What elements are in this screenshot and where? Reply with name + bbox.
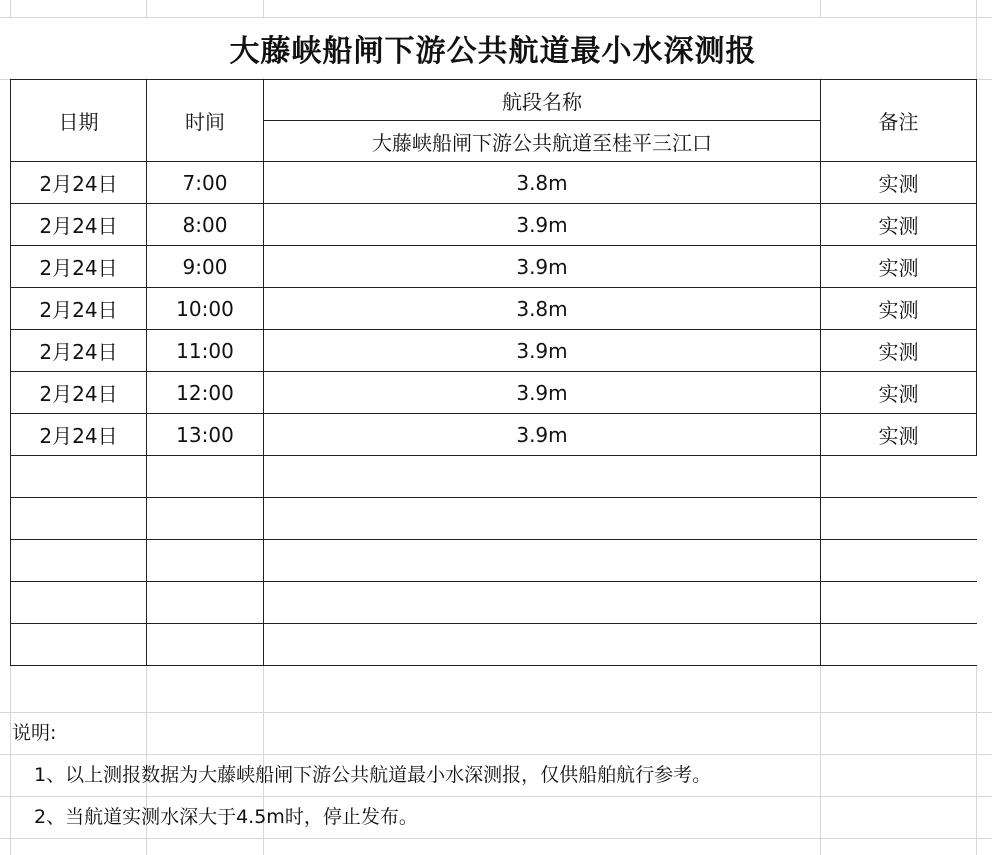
depth-report-table bbox=[10, 79, 977, 666]
cell-date[interactable]: 2月24日 bbox=[11, 372, 147, 414]
cell-date[interactable]: 2月24日 bbox=[11, 330, 147, 372]
cell-depth[interactable]: 3.9m bbox=[264, 330, 821, 372]
cell-time[interactable]: 8:00 bbox=[147, 204, 264, 246]
report-title: 大藤峡船闸下游公共航道最小水深测报 bbox=[10, 18, 976, 78]
cell-date[interactable] bbox=[11, 456, 147, 498]
cell-time[interactable]: 11:00 bbox=[147, 330, 264, 372]
cell-depth[interactable]: 3.8m bbox=[264, 162, 821, 204]
cell-time[interactable]: 12:00 bbox=[147, 372, 264, 414]
header-date[interactable]: 日期 bbox=[11, 80, 147, 162]
cell-remark[interactable] bbox=[821, 624, 977, 666]
cell-depth[interactable] bbox=[264, 456, 821, 498]
cell-time[interactable]: 13:00 bbox=[147, 414, 264, 456]
table-row-empty bbox=[11, 498, 977, 540]
cell-remark[interactable]: 实测 bbox=[821, 288, 977, 330]
cell-depth[interactable]: 3.9m bbox=[264, 372, 821, 414]
cell-remark[interactable] bbox=[821, 540, 977, 582]
cell-depth[interactable] bbox=[264, 498, 821, 540]
table-row-empty bbox=[11, 540, 977, 582]
header-time[interactable]: 时间 bbox=[147, 80, 264, 162]
table-row bbox=[11, 330, 977, 372]
table-header-row bbox=[11, 80, 977, 121]
table-row-empty bbox=[11, 456, 977, 498]
cell-date[interactable]: 2月24日 bbox=[11, 204, 147, 246]
cell-remark[interactable]: 实测 bbox=[821, 330, 977, 372]
cell-depth[interactable]: 3.8m bbox=[264, 288, 821, 330]
cell-date[interactable]: 2月24日 bbox=[11, 162, 147, 204]
cell-remark[interactable]: 实测 bbox=[821, 204, 977, 246]
cell-date[interactable] bbox=[11, 624, 147, 666]
table-row-empty bbox=[11, 582, 977, 624]
cell-time[interactable]: 10:00 bbox=[147, 288, 264, 330]
table-row-empty bbox=[11, 624, 977, 666]
cell-time[interactable] bbox=[147, 582, 264, 624]
note-item-1: 1、以上测报数据为大藤峡船闸下游公共航道最小水深测报，仅供船舶航行参考。 bbox=[34, 764, 712, 786]
cell-time[interactable]: 9:00 bbox=[147, 246, 264, 288]
table-row bbox=[11, 204, 977, 246]
table-row bbox=[11, 288, 977, 330]
cell-time[interactable] bbox=[147, 498, 264, 540]
cell-depth[interactable] bbox=[264, 540, 821, 582]
table-row bbox=[11, 162, 977, 204]
header-section-name[interactable]: 大藤峡船闸下游公共航道至桂平三江口 bbox=[264, 121, 821, 162]
notes-section bbox=[12, 712, 972, 838]
cell-date[interactable]: 2月24日 bbox=[11, 414, 147, 456]
cell-date[interactable] bbox=[11, 498, 147, 540]
note-item-2: 2、当航道实测水深大于4.5m时，停止发布。 bbox=[34, 806, 418, 828]
cell-date[interactable]: 2月24日 bbox=[11, 246, 147, 288]
cell-depth[interactable]: 3.9m bbox=[264, 204, 821, 246]
cell-depth[interactable] bbox=[264, 624, 821, 666]
cell-remark[interactable]: 实测 bbox=[821, 414, 977, 456]
header-section[interactable]: 航段名称 bbox=[264, 80, 821, 121]
cell-remark[interactable]: 实测 bbox=[821, 162, 977, 204]
cell-date[interactable] bbox=[11, 582, 147, 624]
cell-date[interactable] bbox=[11, 540, 147, 582]
notes-heading: 说明: bbox=[12, 722, 57, 744]
cell-depth[interactable]: 3.9m bbox=[264, 246, 821, 288]
cell-remark[interactable] bbox=[821, 456, 977, 498]
cell-time[interactable]: 7:00 bbox=[147, 162, 264, 204]
header-remark[interactable]: 备注 bbox=[821, 80, 977, 162]
cell-time[interactable] bbox=[147, 624, 264, 666]
cell-remark[interactable]: 实测 bbox=[821, 372, 977, 414]
cell-date[interactable]: 2月24日 bbox=[11, 288, 147, 330]
table-row bbox=[11, 372, 977, 414]
cell-remark[interactable] bbox=[821, 582, 977, 624]
cell-depth[interactable] bbox=[264, 582, 821, 624]
cell-time[interactable] bbox=[147, 540, 264, 582]
table-row bbox=[11, 246, 977, 288]
cell-time[interactable] bbox=[147, 456, 264, 498]
cell-remark[interactable]: 实测 bbox=[821, 246, 977, 288]
cell-remark[interactable] bbox=[821, 498, 977, 540]
cell-depth[interactable]: 3.9m bbox=[264, 414, 821, 456]
table-row bbox=[11, 414, 977, 456]
